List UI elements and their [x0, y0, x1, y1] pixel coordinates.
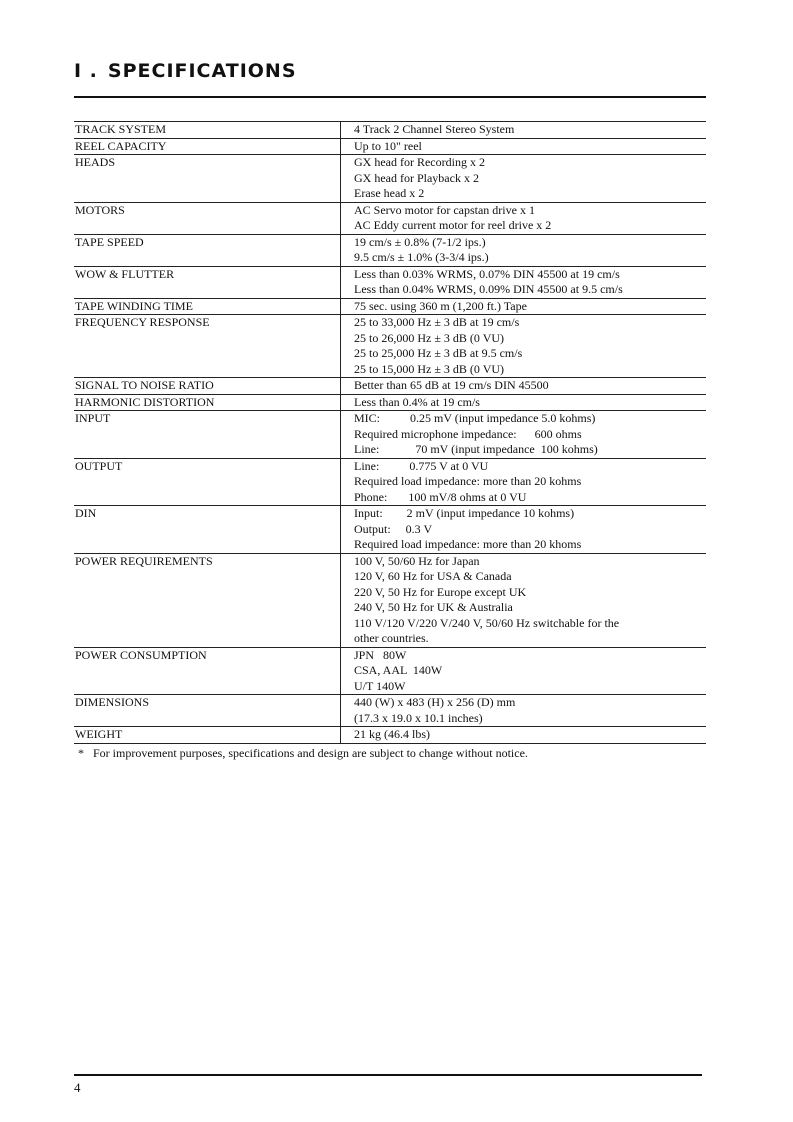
spec-row	[74, 378, 706, 395]
page-number: 4	[74, 1080, 81, 1095]
spec-value	[341, 459, 706, 506]
spec-label: FREQUENCY RESPONSE	[74, 315, 341, 377]
spec-value	[341, 506, 706, 553]
spec-label: REEL CAPACITY	[74, 139, 341, 155]
spec-value-line: 25 to 25,000 Hz ± 3 dB at 9.5 cm/s	[354, 346, 523, 360]
spec-value-line: 100 V, 50/60 Hz for Japan	[354, 553, 480, 568]
spec-value-line: 19 cm/s ± 0.8% (7-1/2 ips.)	[354, 234, 486, 249]
spec-value	[341, 395, 706, 411]
spec-value-line: (17.3 x 19.0 x 10.1 inches)	[354, 710, 483, 725]
spec-value	[341, 267, 706, 298]
spec-label: HARMONIC DISTORTION	[74, 395, 341, 411]
spec-value-line: Phone: 100 mV/8 ohms at 0 VU	[354, 489, 527, 504]
spec-row	[74, 727, 706, 744]
spec-label: HEADS	[74, 155, 341, 202]
spec-label: POWER REQUIREMENTS	[74, 554, 341, 647]
spec-label: POWER CONSUMPTION	[74, 648, 341, 695]
spec-value-line: 110 V/120 V/220 V/240 V, 50/60 Hz switchable for the	[354, 615, 620, 630]
spec-value-line: Less than 0.03% WRMS, 0.07% DIN 45500 at 19 cm/s	[354, 266, 620, 281]
spec-value-line: CSA, AAL 140W	[354, 663, 443, 677]
spec-row	[74, 121, 706, 139]
spec-value-line: MIC: 0.25 mV (input impedance 5.0 kohms)	[354, 411, 596, 425]
spec-value	[341, 648, 706, 695]
spec-value	[341, 235, 706, 266]
spec-value-line: 9.5 cm/s ± 1.0% (3-3/4 ips.)	[354, 250, 489, 264]
spec-row	[74, 139, 706, 156]
spec-value	[341, 554, 706, 647]
spec-label: DIMENSIONS	[74, 695, 341, 726]
spec-value-line: other countries.	[354, 631, 429, 645]
spec-row	[74, 648, 706, 696]
spec-label: OUTPUT	[74, 459, 341, 506]
spec-value-line: 21 kg (46.4 lbs)	[354, 727, 430, 741]
heading-divider	[74, 96, 706, 98]
spec-value-line: AC Eddy current motor for reel drive x 2	[354, 218, 552, 232]
spec-value	[341, 299, 706, 315]
spec-value-line: GX head for Recording x 2	[354, 155, 485, 169]
spec-value-line: Less than 0.4% at 19 cm/s	[354, 394, 480, 409]
spec-row	[74, 299, 706, 316]
spec-label: SIGNAL TO NOISE RATIO	[74, 378, 341, 394]
spec-label: MOTORS	[74, 203, 341, 234]
spec-row	[74, 554, 706, 648]
spec-label: INPUT	[74, 411, 341, 458]
spec-value-line: Line: 0.775 V at 0 VU	[354, 458, 489, 473]
spec-value-line: 4 Track 2 Channel Stereo System	[354, 122, 515, 136]
spec-value-line: JPN 80W	[354, 647, 407, 662]
spec-value-line: Erase head x 2	[354, 186, 425, 200]
footnote-text: For improvement purposes, specifications and design are subject to change without notice.	[93, 746, 528, 760]
spec-value-line: 25 to 33,000 Hz ± 3 dB at 19 cm/s	[354, 315, 520, 329]
spec-value	[341, 315, 706, 377]
spec-row	[74, 695, 706, 727]
spec-value-line: Up to 10" reel	[354, 138, 422, 153]
spec-value-line: Required microphone impedance: 600 ohms	[354, 426, 582, 441]
spec-value-line: 240 V, 50 Hz for UK & Australia	[354, 600, 513, 614]
spec-value-line: Line: 70 mV (input impedance 100 kohms)	[354, 442, 598, 456]
spec-value-line: 75 sec. using 360 m (1,200 ft.) Tape	[354, 298, 527, 313]
spec-value-line: 220 V, 50 Hz for Europe except UK	[354, 584, 527, 599]
spec-label: TAPE WINDING TIME	[74, 299, 341, 315]
spec-value-line: 25 to 26,000 Hz ± 3 dB (0 VU)	[354, 330, 505, 345]
spec-value	[341, 378, 706, 394]
spec-row	[74, 395, 706, 412]
spec-value	[341, 155, 706, 202]
spec-row	[74, 315, 706, 378]
spec-value-line: U/T 140W	[354, 678, 406, 693]
spec-value-line: Input: 2 mV (input impedance 10 kohms)	[354, 506, 575, 520]
spec-value	[341, 411, 706, 458]
spec-row	[74, 155, 706, 203]
section-title: SPECIFICATIONS	[107, 60, 297, 82]
spec-value-line: GX head for Playback x 2	[354, 170, 479, 185]
spec-value-line: Required load impedance: more than 20 khoms	[354, 537, 582, 551]
spec-value	[341, 122, 706, 138]
spec-label: TAPE SPEED	[74, 235, 341, 266]
spec-row	[74, 459, 706, 507]
spec-value-line: 440 (W) x 483 (H) x 256 (D) mm	[354, 695, 516, 709]
spec-label: WEIGHT	[74, 727, 341, 743]
spec-row	[74, 267, 706, 299]
spec-row	[74, 203, 706, 235]
spec-value-line: Less than 0.04% WRMS, 0.09% DIN 45500 at 9.5 cm/s	[354, 282, 623, 296]
spec-row	[74, 235, 706, 267]
spec-row	[74, 506, 706, 554]
spec-value-line: Output: 0.3 V	[354, 521, 433, 536]
spec-value-line: 120 V, 60 Hz for USA & Canada	[354, 569, 512, 583]
spec-value-line: Better than 65 dB at 19 cm/s DIN 45500	[354, 378, 549, 392]
spec-value	[341, 203, 706, 234]
spec-value	[341, 139, 706, 155]
section-heading	[74, 60, 297, 82]
specifications-table	[74, 121, 706, 744]
footnote	[78, 746, 528, 761]
spec-value	[341, 727, 706, 743]
footer-divider	[74, 1074, 702, 1076]
spec-label: DIN	[74, 506, 341, 553]
spec-value-line: AC Servo motor for capstan drive x 1	[354, 202, 535, 217]
spec-row	[74, 411, 706, 459]
spec-value-line: 25 to 15,000 Hz ± 3 dB (0 VU)	[354, 361, 505, 376]
spec-label: WOW & FLUTTER	[74, 267, 341, 298]
spec-value-line: Required load impedance: more than 20 kohms	[354, 474, 582, 488]
section-numeral: I .	[74, 60, 98, 82]
spec-label: TRACK SYSTEM	[74, 122, 341, 138]
footnote-marker: *	[78, 746, 84, 760]
spec-value	[341, 695, 706, 726]
